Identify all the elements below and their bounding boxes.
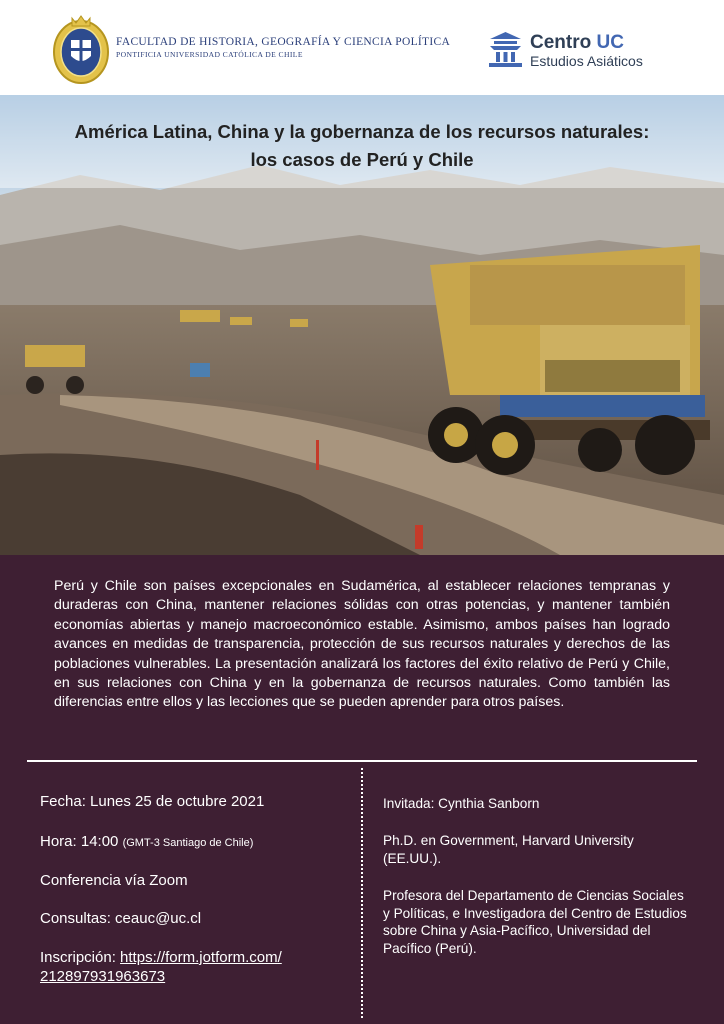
faculty-subtitle: PONTIFICIA UNIVERSIDAD CATÓLICA DE CHILE (116, 50, 303, 59)
speaker-position: Profesora del Departamento de Ciencias Sociales y Políticas, e Investigadora del Centro de Estudios sobre China y Asia-Pacífico, Universidad del Pacífico (Perú). (383, 888, 687, 956)
event-title-line-1: América Latina, China y la gobernanza de los recursos naturales: (74, 121, 650, 142)
zoom-text: Conferencia vía Zoom (40, 872, 188, 889)
faculty-block (116, 36, 450, 59)
time-text: Hora: 14:00 (40, 833, 119, 850)
event-title (0, 118, 724, 174)
date-text: Fecha: Lunes 25 de octubre 2021 (40, 793, 265, 810)
faculty-title: FACULTAD DE HISTORIA, GEOGRAFÍA Y CIENCIA POLÍTICA (116, 36, 451, 48)
header (0, 0, 724, 95)
registration-link[interactable]: https://form.jotform.com/ (120, 949, 282, 966)
registration-label: Inscripción: (40, 949, 116, 966)
speaker-name: Invitada: Cynthia Sanborn (383, 796, 540, 811)
time-zone-note: (GMT-3 Santiago de Chile) (122, 837, 254, 849)
event-title-line-2: los casos de Perú y Chile (250, 149, 474, 170)
vertical-dotted-divider (361, 768, 363, 1018)
centro-word: Centro (530, 32, 592, 53)
time-row (40, 833, 253, 852)
event-description: Perú y Chile son países excepcionales en Sudamérica, al establecer relaciones tempranas y duraderas con China, mantener relaciones sólidas con otras potencias, y mantener también economías abiertas y manejo macroeconómico estable. Asimismo, ambos países han logrado avances en medidas de transparencia, protección de sus recursos naturales y derechos de las poblaciones vulnerables. La presentación analizará los factores del éxito relativo de Perú y Chile, en sus relaciones con China y en la gobernanza de recursos naturales. Como también las diferencias entre ellos y las lecciones que se pueden aprender para otros países. (54, 578, 670, 711)
university-seal-icon (52, 10, 110, 86)
registration-row (40, 949, 282, 967)
speaker-degree: Ph.D. en Government, Harvard University (EE.UU.). (383, 833, 634, 866)
centro-uc-word: UC (596, 32, 624, 53)
registration-link-cont-row (40, 968, 165, 986)
centro-subtitle: Estudios Asiáticos (530, 53, 643, 69)
registration-link-cont[interactable]: 212897931963673 (40, 968, 166, 985)
pagoda-icon (487, 31, 524, 68)
centro-uc-logo (530, 33, 643, 70)
horizontal-divider (27, 760, 697, 762)
contact-text: Consultas: ceauc@uc.cl (40, 910, 202, 927)
